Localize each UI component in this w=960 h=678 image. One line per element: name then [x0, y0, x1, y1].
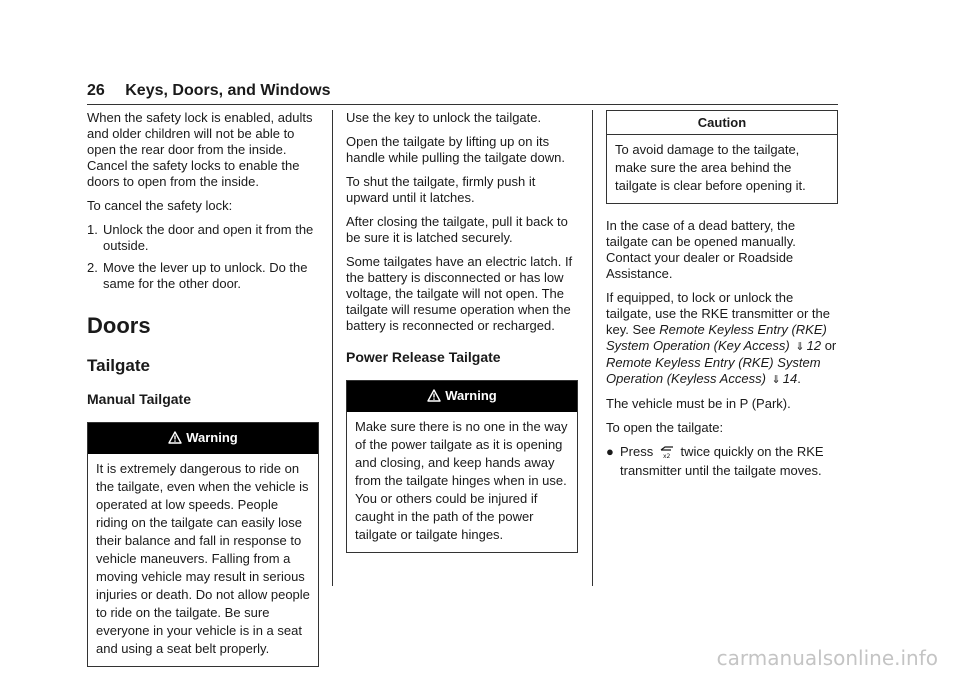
- step-text: Move the lever up to unlock. Do the same for the other door.: [103, 260, 308, 291]
- caution-box: [606, 110, 838, 204]
- watermark: carmanualsonline.info: [716, 646, 938, 670]
- caution-body: To avoid damage to the tailgate, make sure the area behind the tailgate is clear before opening it.: [615, 142, 806, 193]
- column-3: [606, 110, 838, 479]
- page-reference-icon: ⇓: [795, 341, 805, 353]
- warning-title: Warning: [445, 388, 497, 403]
- paragraph: In the case of a dead battery, the tailgate can be opened manually. Contact your dealer or Roadside Assistance.: [606, 218, 796, 281]
- cancel-steps: [87, 222, 319, 292]
- page-header: [87, 82, 330, 100]
- list-item: [87, 222, 319, 254]
- heading-tailgate: Tailgate: [87, 356, 150, 375]
- page-number: 26: [87, 82, 105, 99]
- warning-header: [347, 381, 577, 412]
- warning-title: Warning: [186, 430, 238, 445]
- paragraph: Use the key to unlock the tailgate.: [346, 110, 542, 125]
- bullet-icon: ●: [606, 444, 614, 459]
- paragraph: After closing the tailgate, pull it back to be sure it is latched securely.: [346, 214, 568, 245]
- paragraph: Open the tailgate by lifting up on its handle while pulling the tailgate down.: [346, 134, 565, 165]
- step-text: Unlock the door and open it from the outside.: [103, 222, 314, 253]
- reference-page[interactable]: 12: [806, 338, 822, 353]
- svg-text:x2: x2: [662, 453, 671, 459]
- page-reference-icon: ⇓: [771, 374, 781, 386]
- warning-box-manual: [87, 422, 319, 667]
- open-steps: [606, 444, 838, 479]
- reference-or: or: [824, 338, 837, 353]
- header-rule: [87, 104, 838, 105]
- paragraph: Some tailgates have an electric latch. If the battery is disconnected or has low voltage, the tailgate will not open. The tailgate will resume operation when the battery is reconnected or recharged.: [346, 254, 573, 333]
- paragraph-lead: If equipped, to lock or unlock the tailgate, use the RKE transmitter or the key. See: [606, 290, 830, 337]
- paragraph: To open the tailgate:: [606, 420, 724, 435]
- heading-doors: Doors: [87, 313, 151, 338]
- list-item: [87, 260, 319, 292]
- column-1: [87, 110, 319, 677]
- warning-body: It is extremely dangerous to ride on the tailgate, even when the vehicle is operated at low speeds. People riding on the tailgate can easily lose their balance and fall in response to vehicle maneuvers. Falling from a moving vehicle may result in serious injuries or death. Do not allow people to ride on the tailgate. Be sure everyone in your vehicle is in a seat and using a seat belt properly.: [96, 461, 310, 656]
- bullet-text: twice quickly on the RKE transmitter until the tailgate moves.: [620, 444, 824, 478]
- step-number: 1.: [87, 222, 98, 237]
- list-item: [606, 444, 838, 479]
- paragraph: To shut the tailgate, firmly push it upward until it latches.: [346, 174, 536, 205]
- safety-lock-intro: When the safety lock is enabled, adults and older children will not be able to open the rear door from the inside. Cancel the safety locks to enable the doors to open from the inside.: [87, 110, 313, 189]
- reference-page[interactable]: 14: [782, 371, 798, 386]
- reference-link-key-access[interactable]: Remote Keyless Entry (RKE) System Operation (Key Access): [606, 322, 827, 353]
- reference-paragraph: If equipped, to lock or unlock the tailgate, use the RKE transmitter or the key. See Remote Keyless Entry (RKE) System Operation (Key Access) ⇓ 12 or Remote Keyless Entry (RKE) System Operation (Keyless Access) ⇓ 14.: [606, 290, 837, 386]
- heading-manual-tailgate: Manual Tailgate: [87, 391, 191, 407]
- column-2: [346, 110, 578, 563]
- reference-link-keyless-access[interactable]: Remote Keyless Entry (RKE) System Operation (Keyless Access): [606, 355, 821, 386]
- warning-triangle-icon: [168, 431, 182, 448]
- caution-header: Caution: [607, 111, 837, 135]
- warning-box-power: [346, 380, 578, 553]
- section-title: Keys, Doors, and Windows: [125, 82, 331, 99]
- paragraph: The vehicle must be in P (Park).: [606, 396, 791, 411]
- step-number: 2.: [87, 260, 98, 275]
- column-divider-1: [332, 110, 333, 586]
- warning-body: Make sure there is no one in the way of the power tailgate as it is opening and closing, and keep hands away from the tailgate hinges when in use. You or others could be injured if caught in the path of the power tailgate or tailgate hinges.: [355, 419, 568, 542]
- heading-power-release-tailgate: Power Release Tailgate: [346, 349, 501, 365]
- tailgate-x2-icon: [659, 445, 675, 463]
- warning-triangle-icon: [427, 389, 441, 406]
- column-divider-2: [592, 110, 593, 586]
- warning-header: [88, 423, 318, 454]
- cancel-lead: To cancel the safety lock:: [87, 198, 233, 213]
- bullet-press: Press: [620, 444, 654, 459]
